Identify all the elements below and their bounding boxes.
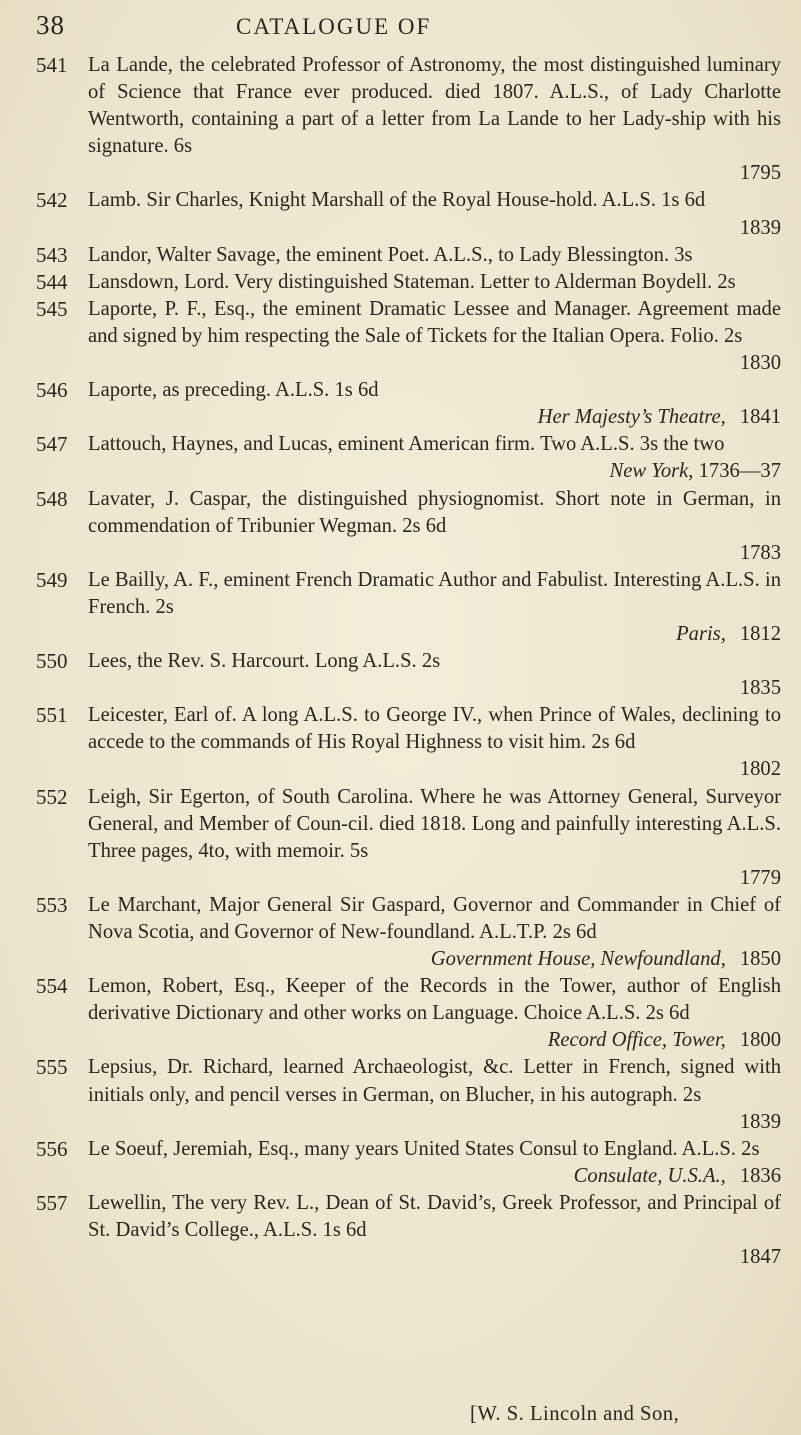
entry-provenance	[88, 675, 781, 702]
catalogue-entry	[36, 1136, 781, 1190]
entry-year: 1847	[739, 1246, 781, 1269]
entry-number: 552	[36, 784, 68, 809]
entry-provenance	[88, 1027, 781, 1054]
entry-provenance	[88, 1244, 781, 1271]
entry-number: 549	[36, 567, 68, 592]
entry-number: 556	[36, 1136, 68, 1161]
entry-number: 557	[36, 1190, 68, 1215]
entry-number: 554	[36, 974, 68, 999]
entry-year: 1839	[739, 1110, 781, 1133]
catalogue-entries	[36, 52, 781, 1271]
entry-number: 542	[36, 188, 68, 213]
entry-year: 1836	[739, 1164, 781, 1187]
entry-description: Leicester, Earl of. A long A.L.S. to George IV., when Prince of Wales, declining to accede to the commands of His Royal Highness to visit him. 2s 6d	[88, 704, 781, 754]
entry-place: New York,	[609, 460, 694, 483]
entry-description: Lemon, Robert, Esq., Keeper of the Records in the Tower, author of English derivative Dictionary and other works on Language. Choice A.L.S. 2s 6d	[88, 975, 781, 1025]
catalogue-entry	[36, 702, 781, 783]
entry-year: 1850	[739, 948, 781, 971]
entry-number: 547	[36, 432, 68, 457]
catalogue-entry	[36, 431, 781, 485]
entry-provenance	[88, 458, 781, 485]
entry-number: 541	[36, 53, 68, 77]
entry-year: 1800	[739, 1029, 781, 1052]
entry-number: 550	[36, 649, 68, 674]
page-number: 38	[36, 10, 65, 40]
entry-provenance	[88, 946, 781, 973]
entry-year: 1736—37	[698, 460, 781, 483]
entry-place: Paris,	[676, 622, 726, 645]
entry-provenance	[88, 160, 781, 187]
entry-year: 1779	[739, 866, 781, 889]
entry-description: Lepsius, Dr. Richard, learned Archaeologist, &c. Letter in French, signed with initials only, and pencil verses in German, on Blucher, in his autograph. 2s	[88, 1056, 781, 1106]
entry-provenance	[88, 1109, 781, 1136]
entry-description: Leigh, Sir Egerton, of South Carolina. Where he was Attorney General, Surveyor General, and Member of Coun-cil. died 1818. Long and painfully interesting A.L.S. Three pages, 4to, with memoir. 5s	[88, 785, 781, 862]
catalogue-entry	[36, 973, 781, 1054]
entry-year: 1839	[739, 216, 781, 239]
entry-description: Lattouch, Haynes, and Lucas, eminent American firm. Two A.L.S. 3s the two	[88, 433, 725, 456]
entry-provenance	[88, 215, 781, 242]
entry-description: La Lande, the celebrated Professor of Astronomy, the most distinguished luminary of Science that France ever produced. died 1807. A.L.S., of Lady Charlotte Wentworth, containing a part of a letter from La Lande to her Lady-ship with his signature. 6s	[88, 54, 781, 158]
entry-description: Le Soeuf, Jeremiah, Esq., many years United States Consul to England. A.L.S. 2s	[88, 1137, 760, 1160]
entry-description: Lamb. Sir Charles, Knight Marshall of the Royal House-hold. A.L.S. 1s 6d	[88, 189, 706, 212]
entry-description: Lavater, J. Caspar, the distinguished physiognomist. Short note in German, in commendation of Tribunier Wegman. 2s 6d	[88, 487, 781, 537]
entry-provenance	[88, 404, 781, 431]
catalogue-entry	[36, 1190, 781, 1271]
entry-provenance	[88, 621, 781, 648]
entry-provenance	[88, 350, 781, 377]
catalogue-entry	[36, 187, 781, 241]
catalogue-entry	[36, 1054, 781, 1135]
entry-year: 1830	[739, 352, 781, 375]
entry-year: 1795	[739, 162, 781, 185]
entry-description: Le Marchant, Major General Sir Gaspard, Governor and Commander in Chief of Nova Scotia, and Governor of New-foundland. A.L.T.P. 2s 6d	[88, 893, 781, 943]
entry-number: 548	[36, 486, 68, 511]
entry-provenance	[88, 756, 781, 783]
entry-description: Lewellin, The very Rev. L., Dean of St. David’s, Greek Professor, and Principal of St. David’s College., A.L.S. 1s 6d	[88, 1191, 781, 1242]
entry-description: Lansdown, Lord. Very distinguished Stateman. Letter to Alderman Boydell. 2s	[88, 270, 736, 293]
catalogue-entry	[36, 242, 781, 269]
entry-description: Lees, the Rev. S. Harcourt. Long A.L.S. 2s	[88, 650, 441, 673]
entry-year: 1783	[739, 541, 781, 564]
catalogue-entry	[36, 567, 781, 648]
entry-place: Government House, Newfoundland,	[430, 948, 726, 971]
entry-place: Consulate, U.S.A.,	[573, 1164, 726, 1187]
entry-description: Landor, Walter Savage, the eminent Poet. A.L.S., to Lady Blessington. 3s	[88, 243, 693, 266]
catchword: [W. S. Lincoln and Son,	[470, 1403, 680, 1425]
running-head: CATALOGUE OF	[236, 14, 432, 39]
entry-year: 1812	[739, 622, 781, 645]
entry-number: 553	[36, 892, 68, 917]
entry-description: Le Bailly, A. F., eminent French Dramatic Author and Fabulist. Interesting A.L.S. in French. 2s	[88, 568, 781, 618]
entry-place: Her Majesty’s Theatre,	[537, 406, 726, 429]
entry-provenance	[88, 865, 781, 892]
entry-year: 1835	[739, 677, 781, 700]
catalogue-entry	[36, 486, 781, 567]
entry-number: 545	[36, 296, 68, 321]
entry-provenance	[88, 540, 781, 567]
entry-description: Laporte, P. F., Esq., the eminent Dramatic Lessee and Manager. Agreement made and signed by him respecting the Sale of Tickets for the Italian Opera. Folio. 2s	[88, 297, 781, 347]
entry-number: 551	[36, 703, 68, 728]
entry-number: 544	[36, 269, 68, 294]
entry-number: 555	[36, 1055, 68, 1080]
page-header	[36, 6, 765, 46]
catalogue-entry	[36, 377, 781, 431]
entry-year: 1802	[739, 758, 781, 781]
entry-place: Record Office, Tower,	[547, 1029, 726, 1052]
entry-number: 543	[36, 242, 68, 267]
catalogue-entry	[36, 52, 781, 187]
entry-provenance	[88, 1163, 781, 1190]
catalogue-entry	[36, 269, 781, 296]
catalogue-entry	[36, 784, 781, 892]
catalogue-entry	[36, 892, 781, 973]
entry-year: 1841	[739, 406, 781, 429]
catalogue-entry	[36, 648, 781, 702]
entry-description: Laporte, as preceding. A.L.S. 1s 6d	[88, 379, 379, 402]
entry-number: 546	[36, 378, 68, 403]
catalogue-entry	[36, 296, 781, 377]
